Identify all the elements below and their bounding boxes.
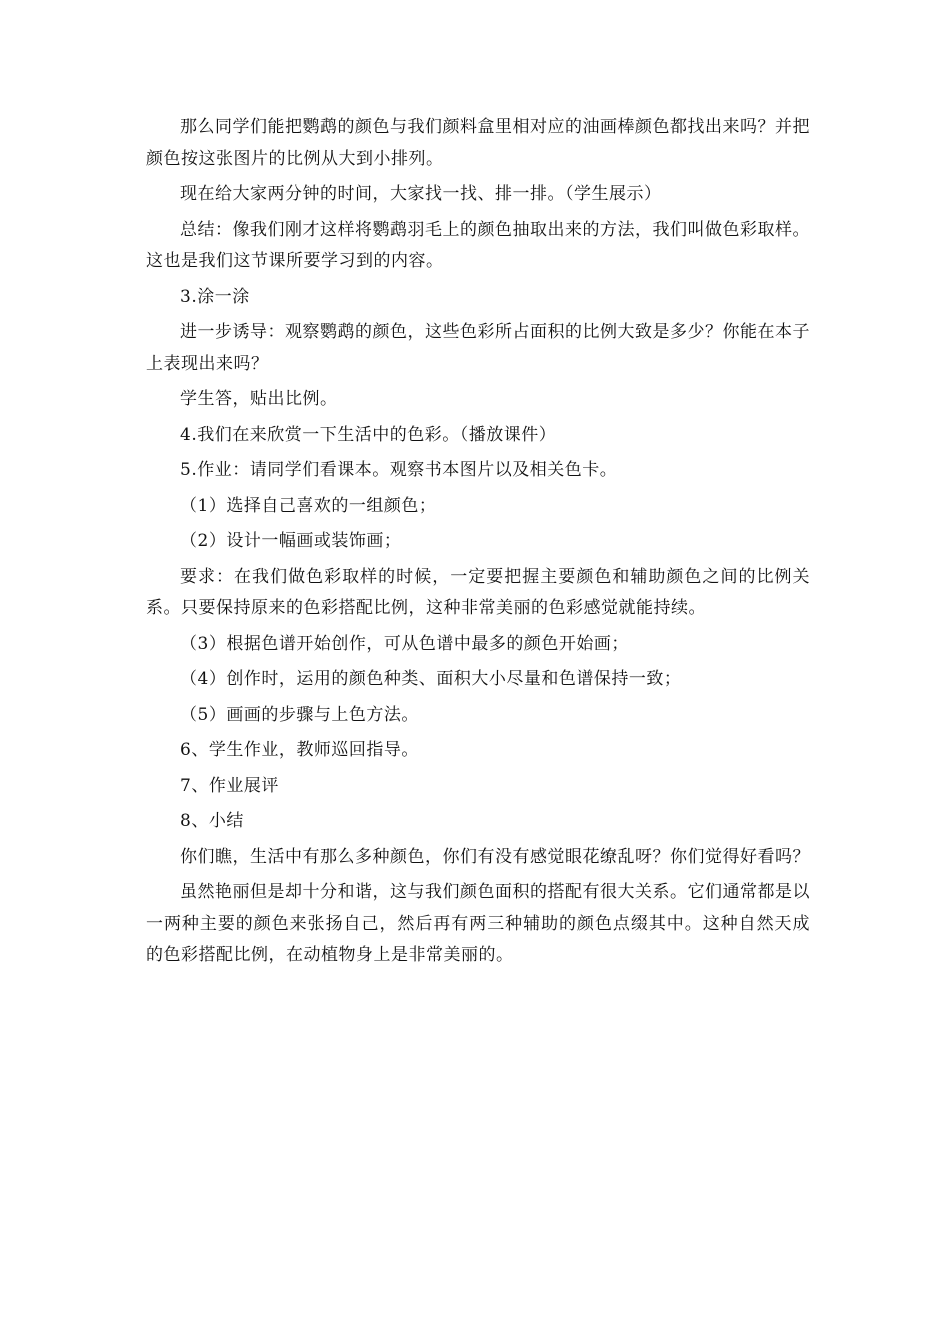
paragraph-two-minutes: 现在给大家两分钟的时间，大家找一找、排一排。（学生展示） [180, 184, 662, 204]
paragraph-summary: 总结：像我们刚才这样将鹦鹉羽毛上的颜色抽取出来的方法，我们叫做色彩取样。这也是我们这节课所要学习到的内容。 [146, 219, 810, 271]
list-item-1: （1）选择自己喜欢的一组颜色； [180, 495, 437, 516]
document-body [146, 112, 810, 976]
list-item-2: （2）设计一幅画或装饰画； [180, 531, 402, 551]
list-item-3: （3）根据色谱开始创作，可从色谱中最多的颜色开始画； [180, 633, 629, 654]
heading-step-7: 7、作业展评 [180, 775, 279, 796]
paragraph-conclusion: 虽然艳丽但是却十分和谐，这与我们颜色面积的搭配有很大关系。它们通常都是以一两种主要的颜色来张扬自己，然后再有两三种辅助的颜色点缀其中。这种自然天成的色彩搭配比例，在动植物身上是非常美丽的。 [146, 882, 810, 965]
list-item-4: （4）创作时，运用的颜色种类、面积大小尽量和色谱保持一致； [180, 669, 682, 689]
paragraph-find-colors: 那么同学们能把鹦鹉的颜色与我们颜料盒里相对应的油画棒颜色都找出来吗？并把颜色按这张图片的比例从大到小排列。 [146, 117, 810, 169]
heading-step-6: 6、学生作业，教师巡回指导。 [180, 740, 419, 760]
heading-step-4: 4.我们在来欣赏一下生活中的色彩。（播放课件） [180, 424, 557, 445]
paragraph-guidance: 进一步诱导：观察鹦鹉的颜色，这些色彩所占面积的比例大致是多少？你能在本子上表现出来吗？ [146, 322, 810, 374]
heading-step-8: 8、小结 [180, 811, 244, 831]
list-item-5: （5）画画的步骤与上色方法。 [180, 704, 419, 725]
paragraph-question: 你们瞧，生活中有那么多种颜色，你们有没有感觉眼花缭乱呀？你们觉得好看吗？ [180, 846, 810, 867]
paragraph-student-answer: 学生答，贴出比例。 [180, 389, 338, 409]
heading-step-5: 5.作业：请同学们看课本。观察书本图片以及相关色卡。 [180, 460, 618, 480]
paragraph-requirement: 要求：在我们做色彩取样的时候，一定要把握主要颜色和辅助颜色之间的比例关系。只要保持原来的色彩搭配比例，这种非常美丽的色彩感觉就能持续。 [146, 566, 810, 618]
heading-step-3: 3.涂一涂 [180, 286, 250, 307]
